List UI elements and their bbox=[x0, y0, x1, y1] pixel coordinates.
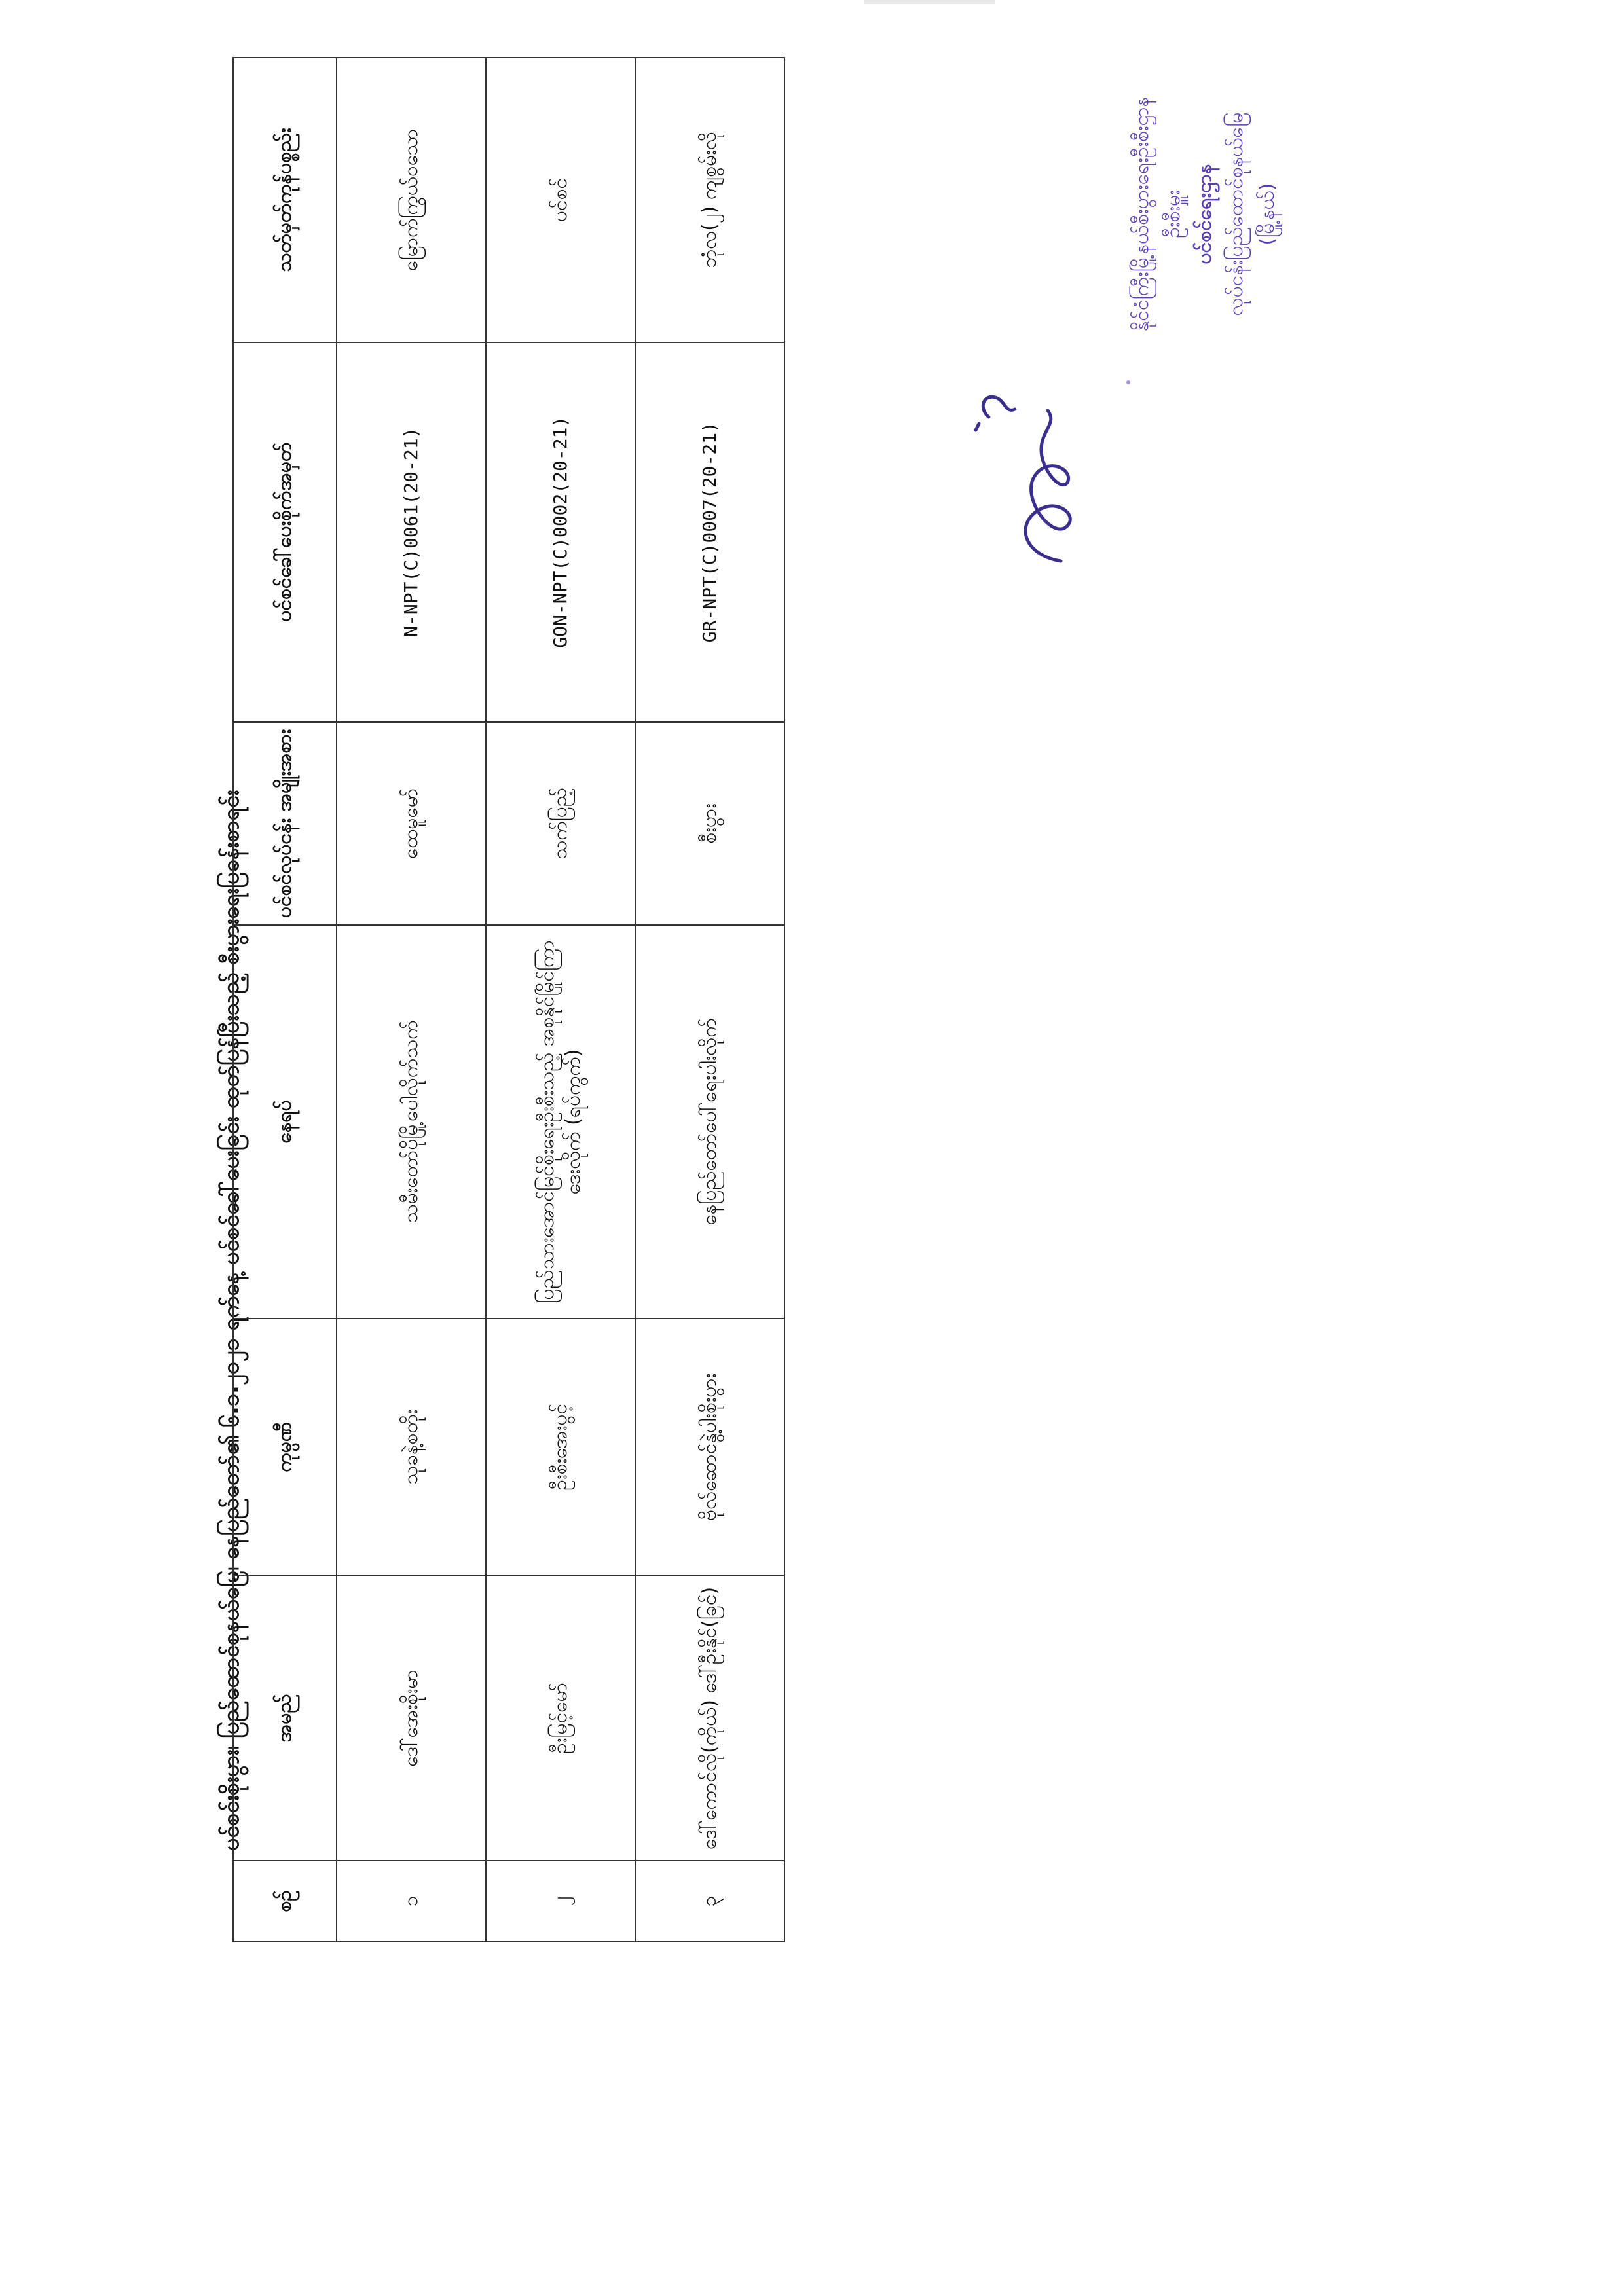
signature bbox=[943, 371, 1113, 581]
cell-code: GR-NPT(C)0007(20-21) bbox=[635, 342, 784, 722]
cell-company: သုခနဲ့စတိုး bbox=[337, 1319, 486, 1576]
cell-item: မြောက်ကြွယ်ဝသော bbox=[337, 58, 486, 342]
cell-type: သက်ပြည့် bbox=[486, 722, 635, 926]
stamp-line-5: (မြို့နယ်) bbox=[1256, 183, 1279, 246]
cell-type: စီးပွား bbox=[635, 722, 784, 926]
document-title: ပင်စင်းစိုးပွား၊ ပြည်ထောင်စုနယ်မြေ၊ နေပြည်တော်၏ ၆.၁.၂၀၂၁ ရက်နေ့ ပင်စင်ခေါ်ပေးခြင်း ထုတ်ပြန်ပြီးသည့် စီးပွားရေးပြခန်းစာရင်း bbox=[218, 790, 244, 1851]
cell-code: N-NPT(C)0061(20-21) bbox=[337, 342, 486, 722]
stamp-line-4: လုပ်ငန်းပြည်ထောင်စုနယ်မြေ bbox=[1225, 112, 1247, 316]
table-header-row bbox=[233, 58, 337, 1942]
official-stamp bbox=[1126, 5, 1283, 424]
header-name: အမည် bbox=[233, 1576, 337, 1861]
header-company: ကုမ္ပဏီ bbox=[233, 1319, 337, 1576]
cell-company: ဗိုလ်ဆောင်နွဲ့ပါးစိုးပွား bbox=[635, 1319, 784, 1576]
cell-type: ထေမူမော် bbox=[337, 722, 486, 926]
cell-name: ဒေါ်အေးစိုးမာ bbox=[337, 1576, 486, 1861]
table-row bbox=[635, 58, 784, 1942]
stamp-line-3: ပင်စင်ရေးဌာန bbox=[1193, 164, 1216, 264]
stamp-line-1: နိုင်ငံကြီးမြို့နယ်စီးပွားရေးဦးစီးဌာန bbox=[1130, 96, 1153, 332]
registration-table bbox=[232, 57, 785, 1942]
cell-item: ပင်စင် bbox=[486, 58, 635, 342]
header-item: သတ်မှတ်ကုန်ပစ္စည်း bbox=[233, 58, 337, 342]
stamp-line-2: ဦးစီးမှူး bbox=[1162, 190, 1185, 238]
cell-no: ၁ bbox=[337, 1861, 486, 1942]
cell-address: နေပြည်တော်ပေါ်ရေးပါးလိုက် bbox=[635, 925, 784, 1318]
cell-name: ဒေါ်ကောင်လို(ကိုယ်) ဒေါ်ဦးနိုင်(ခြင်) bbox=[635, 1576, 784, 1861]
cell-address: သမီးတော်ပိုမြို့ပေါလိုက်သက် bbox=[337, 925, 486, 1318]
cell-no: ၂ bbox=[486, 1861, 635, 1942]
header-code: ပင်စင်ခေါ်ပေးစိုက်အမှတ် bbox=[233, 342, 337, 722]
cell-name: ဦးမြင့်မော် bbox=[486, 1576, 635, 1861]
cell-code: GON-NPT(C)0002(20-21) bbox=[486, 342, 635, 722]
header-no: စဉ် bbox=[233, 1861, 337, 1942]
table-row bbox=[337, 58, 486, 1942]
header-address: နေရပ် bbox=[233, 925, 337, 1318]
table-row bbox=[486, 58, 635, 1942]
header-type: ပင်စင်လုပ်ငန်း အမျိုးအစား bbox=[233, 722, 337, 926]
cell-company: ဦးစီးအေးပွင့် bbox=[486, 1319, 635, 1576]
cell-address: ပြည်သားအောင်မြင်စိုးရေးဦးစီးသည့် အစုနိုင်မြိုင်ကြာဒေးလိုက် (ရပ်ကွက်) bbox=[486, 925, 635, 1318]
cell-no: ၃ bbox=[635, 1861, 784, 1942]
cell-item: ဘုံလ(၂) ကျစွမ်းလို bbox=[635, 58, 784, 342]
